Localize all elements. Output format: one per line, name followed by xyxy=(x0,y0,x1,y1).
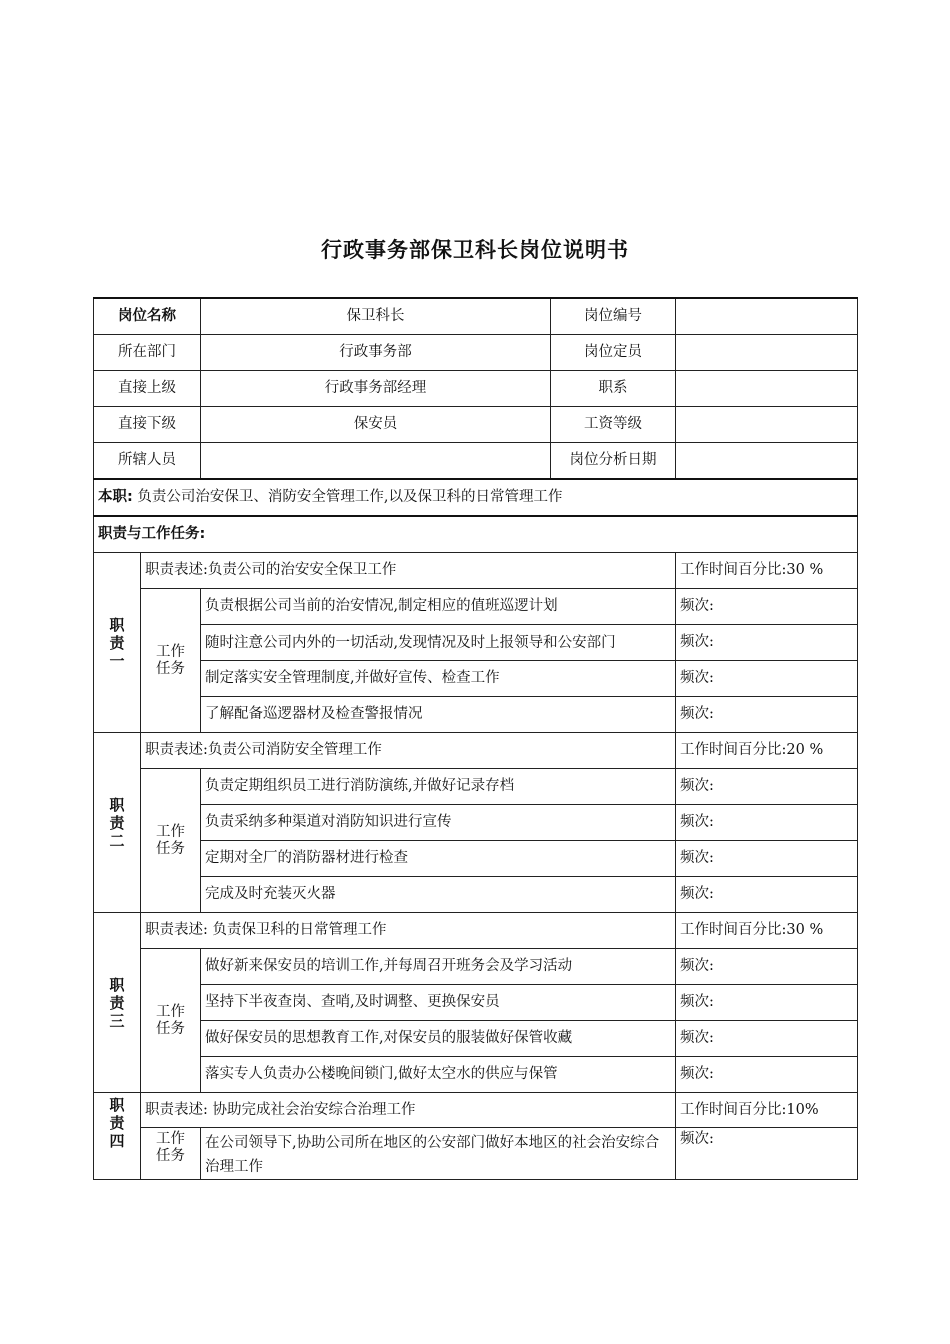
duty-1-task-3: 制定落实安全管理制度,并做好宣传、检查工作 xyxy=(201,661,676,697)
duties-header: 职责与工作任务: xyxy=(94,516,858,553)
duty-3-freq-2: 频次: xyxy=(676,985,858,1021)
headcount-value xyxy=(676,335,858,371)
duty-3-freq-1: 频次: xyxy=(676,949,858,985)
duty-1-task-4: 了解配备巡逻器材及检查警报情况 xyxy=(201,697,676,733)
duty-3-task-3: 做好保安员的思想教育工作,对保安员的服装做好保管收藏 xyxy=(201,1021,676,1057)
duty-1-percent: 工作时间百分比:30 % xyxy=(676,553,858,589)
duty-2-task-row xyxy=(94,769,858,805)
duty-1-task-row xyxy=(94,625,858,661)
position-no-value xyxy=(676,298,858,335)
subordinate-value: 保安员 xyxy=(201,407,551,443)
duty-4-label: 职责四 xyxy=(94,1093,141,1180)
staff-label: 所辖人员 xyxy=(94,443,201,480)
dept-label: 所在部门 xyxy=(94,335,201,371)
duty-1-desc-row xyxy=(94,553,858,589)
duty-2-desc-row xyxy=(94,733,858,769)
duty-4-freq-1: 频次: xyxy=(676,1128,858,1180)
duty-2-freq-1: 频次: xyxy=(676,769,858,805)
duty-3-task-row xyxy=(94,1021,858,1057)
series-value xyxy=(676,371,858,407)
duty-2-task-row xyxy=(94,877,858,913)
duty-2-task-label: 工作任务 xyxy=(141,769,201,913)
duty-4-task-1: 在公司领导下,协助公司所在地区的公安部门做好本地区的社会治安综合治理工作 xyxy=(201,1128,676,1180)
dept-value: 行政事务部 xyxy=(201,335,551,371)
duty-1-task-row xyxy=(94,697,858,733)
duty-2-task-row xyxy=(94,805,858,841)
main-duty-text: 负责公司治安保卫、消防安全管理工作,以及保卫科的日常管理工作 xyxy=(137,489,563,505)
duty-1-task-row xyxy=(94,661,858,697)
duty-2-freq-4: 频次: xyxy=(676,877,858,913)
duty-1-task-2: 随时注意公司内外的一切活动,发现情况及时上报领导和公安部门 xyxy=(201,625,676,661)
grade-label: 工资等级 xyxy=(551,407,676,443)
info-row-dept xyxy=(94,335,858,371)
duty-2-task-1: 负责定期组织员工进行消防演练,并做好记录存档 xyxy=(201,769,676,805)
analysis-date-value xyxy=(676,443,858,480)
duty-1-freq-4: 频次: xyxy=(676,697,858,733)
duty-3-desc: 职责表述: 负责保卫科的日常管理工作 xyxy=(141,913,676,949)
duty-3-percent: 工作时间百分比:30 % xyxy=(676,913,858,949)
duty-2-label: 职责二 xyxy=(94,733,141,913)
duty-3-task-row xyxy=(94,949,858,985)
duty-1-freq-1: 频次: xyxy=(676,589,858,625)
page-title: 行政事务部保卫科长岗位说明书 xyxy=(321,238,629,262)
duty-2-task-2: 负责采纳多种渠道对消防知识进行宣传 xyxy=(201,805,676,841)
info-row-staff xyxy=(94,443,858,480)
headcount-label: 岗位定员 xyxy=(551,335,676,371)
duty-1-label: 职责一 xyxy=(94,553,141,733)
duty-3-task-2: 坚持下半夜查岗、查哨,及时调整、更换保安员 xyxy=(201,985,676,1021)
main-duty-row xyxy=(94,479,858,516)
duty-3-task-row xyxy=(94,1057,858,1093)
duties-header-row xyxy=(94,516,858,553)
duty-4-task-row xyxy=(94,1128,858,1180)
grade-value xyxy=(676,407,858,443)
duty-2-freq-3: 频次: xyxy=(676,841,858,877)
info-row-superior xyxy=(94,371,858,407)
position-no-label: 岗位编号 xyxy=(551,298,676,335)
duty-4-desc: 职责表述: 协助完成社会治安综合治理工作 xyxy=(141,1093,676,1128)
subordinate-label: 直接下级 xyxy=(94,407,201,443)
duty-3-task-1: 做好新来保安员的培训工作,并每周召开班务会及学习活动 xyxy=(201,949,676,985)
main-duty-colon: : xyxy=(127,489,133,505)
job-description-table xyxy=(93,297,858,1180)
series-label: 职系 xyxy=(551,371,676,407)
duty-1-task-label: 工作任务 xyxy=(141,589,201,733)
staff-value xyxy=(201,443,551,480)
duty-2-desc: 职责表述:负责公司消防安全管理工作 xyxy=(141,733,676,769)
position-name-value: 保卫科长 xyxy=(201,298,551,335)
analysis-date-label: 岗位分析日期 xyxy=(551,443,676,480)
info-row-name xyxy=(94,298,858,335)
duty-4-task-label: 工作任务 xyxy=(141,1128,201,1180)
main-duty-cell xyxy=(94,479,858,516)
duty-2-percent: 工作时间百分比:20 % xyxy=(676,733,858,769)
duty-3-freq-3: 频次: xyxy=(676,1021,858,1057)
duty-4-percent: 工作时间百分比:10% xyxy=(676,1093,858,1128)
duty-1-task-row xyxy=(94,589,858,625)
duty-3-label: 职责三 xyxy=(94,913,141,1093)
duty-4-desc-row xyxy=(94,1093,858,1128)
duty-2-task-3: 定期对全厂的消防器材进行检查 xyxy=(201,841,676,877)
duty-3-task-row xyxy=(94,985,858,1021)
info-row-subordinate xyxy=(94,407,858,443)
duty-2-task-row xyxy=(94,841,858,877)
duty-2-freq-2: 频次: xyxy=(676,805,858,841)
duty-2-task-4: 完成及时充装灭火器 xyxy=(201,877,676,913)
duty-1-desc: 职责表述:负责公司的治安安全保卫工作 xyxy=(141,553,676,589)
duty-1-freq-2: 频次: xyxy=(676,625,858,661)
duty-3-task-4: 落实专人负责办公楼晚间锁门,做好太空水的供应与保管 xyxy=(201,1057,676,1093)
superior-value: 行政事务部经理 xyxy=(201,371,551,407)
main-duty-label: 本职 xyxy=(98,489,127,505)
duty-3-freq-4: 频次: xyxy=(676,1057,858,1093)
duty-3-task-label: 工作任务 xyxy=(141,949,201,1093)
superior-label: 直接上级 xyxy=(94,371,201,407)
duty-1-freq-3: 频次: xyxy=(676,661,858,697)
duty-3-desc-row xyxy=(94,913,858,949)
position-name-label: 岗位名称 xyxy=(94,298,201,335)
duty-1-task-1: 负责根据公司当前的治安情况,制定相应的值班巡逻计划 xyxy=(201,589,676,625)
